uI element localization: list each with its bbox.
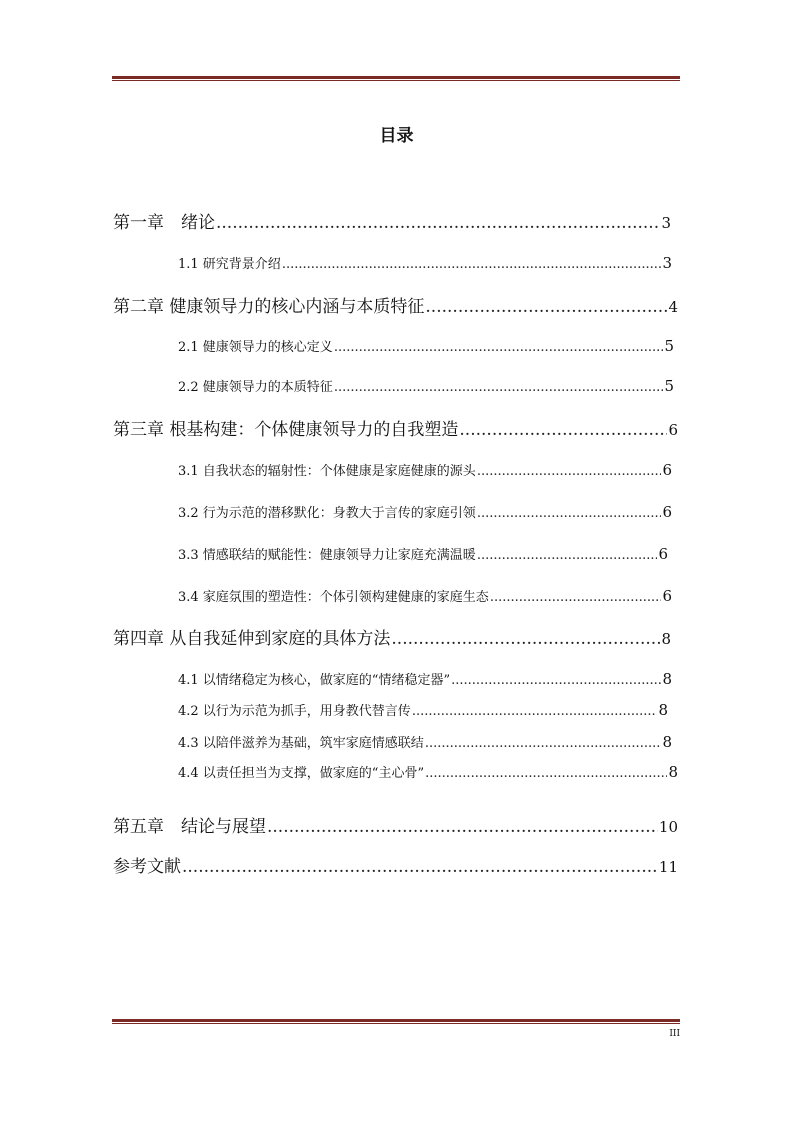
toc-leader-dots — [425, 766, 667, 781]
toc-entry[interactable] — [113, 208, 671, 233]
toc-entry-label: 第五章 结论与展望 — [113, 817, 266, 837]
toc-entry-label: 第四章 从自我延伸到家庭的具体方法 — [113, 629, 391, 649]
toc-entry-page: 11 — [658, 858, 678, 876]
toc-entry-page: 6 — [662, 587, 672, 605]
toc-entry-page: 8 — [658, 701, 668, 719]
toc-entry-label: 3.1 自我状态的辐射性：个体健康是家庭健康的源头 — [178, 464, 476, 479]
toc-entry-page: 4 — [668, 298, 678, 316]
toc-entry-label: 参考文献 — [113, 857, 181, 877]
toc-entry-label: 4.2 以行为示范为抓手，用身教代替言传 — [178, 704, 411, 719]
toc-entry-page: 8 — [668, 763, 678, 781]
toc-leader-dots — [477, 506, 662, 521]
toc-entry-label: 4.4 以责任担当为支撑，做家庭的“主心骨” — [178, 766, 425, 781]
toc-leader-dots — [334, 340, 664, 355]
toc-entry-page: 6 — [658, 545, 668, 563]
toc-leader-dots — [425, 297, 667, 317]
toc-entry-label: 3.4 家庭氛围的塑造性：个体引领构建健康的家庭生态 — [178, 590, 489, 605]
toc-entry-page: 5 — [664, 337, 674, 355]
toc-entry-label: 4.1 以情绪稳定为核心，做家庭的“情绪稳定器” — [178, 673, 451, 688]
toc-entry-page: 3 — [661, 214, 671, 232]
toc-entry[interactable] — [178, 336, 674, 355]
toc-leader-dots — [425, 736, 662, 751]
toc-entry[interactable] — [178, 732, 672, 751]
toc-leader-dots — [334, 380, 664, 395]
toc-leader-dots — [282, 257, 662, 272]
toc-entry-label: 2.2 健康领导力的本质特征 — [178, 380, 333, 395]
toc-leader-dots — [451, 673, 661, 688]
toc-entry[interactable] — [178, 586, 672, 605]
toc-entry-page: 5 — [664, 377, 674, 395]
toc-entry[interactable] — [178, 762, 678, 781]
toc-entry-label: 1.1 研究背景介绍 — [178, 257, 281, 272]
toc-entry[interactable] — [178, 544, 668, 563]
toc-leader-dots — [412, 704, 658, 719]
toc-entry-page: 8 — [662, 733, 672, 751]
toc-entry-page: 6 — [668, 421, 678, 439]
toc-entry[interactable] — [178, 700, 668, 719]
toc-entry[interactable] — [113, 852, 678, 877]
toc-entry-page: 8 — [662, 670, 672, 688]
toc-leader-dots — [477, 548, 658, 563]
toc-entry-label: 3.2 行为示范的潜移默化：身教大于言传的家庭引领 — [178, 506, 476, 521]
toc-entry-label: 4.3 以陪伴滋养为基础，筑牢家庭情感联结 — [178, 736, 424, 751]
toc-entry-page: 10 — [658, 818, 678, 836]
toc-entry-label: 第三章 根基构建：个体健康领导力的自我塑造 — [113, 420, 459, 440]
toc-entry[interactable] — [113, 292, 678, 317]
toc-title: 目录 — [379, 126, 414, 146]
toc-leader-dots — [459, 420, 667, 440]
toc-entry[interactable] — [113, 415, 678, 440]
toc-leader-dots — [391, 629, 660, 649]
toc-entry-label: 2.1 健康领导力的核心定义 — [178, 340, 333, 355]
toc-entry-page: 3 — [662, 254, 672, 272]
toc-entry[interactable] — [178, 376, 674, 395]
page-number: III — [669, 1029, 680, 1039]
toc-entry-label: 3.3 情感联结的赋能性：健康领导力让家庭充满温暖 — [178, 548, 476, 563]
toc-entry[interactable] — [178, 253, 672, 272]
toc-entry-page: 6 — [662, 503, 672, 521]
toc-entry-page: 8 — [661, 630, 671, 648]
toc-entry-page: 6 — [662, 461, 672, 479]
toc-leader-dots — [477, 464, 662, 479]
toc-leader-dots — [490, 590, 662, 605]
toc-entry[interactable] — [178, 502, 672, 521]
toc-leader-dots — [267, 817, 658, 837]
toc-leader-dots — [182, 857, 658, 877]
toc-entry[interactable] — [178, 460, 672, 479]
toc-entry[interactable] — [178, 669, 672, 688]
footer-rule — [112, 1019, 680, 1024]
toc-entry-label: 第二章 健康领导力的核心内涵与本质特征 — [113, 297, 425, 317]
toc-entry[interactable] — [113, 624, 671, 649]
toc-entry-label: 第一章 绪论 — [113, 213, 215, 233]
toc-entry[interactable] — [113, 812, 678, 837]
toc-leader-dots — [216, 213, 660, 233]
